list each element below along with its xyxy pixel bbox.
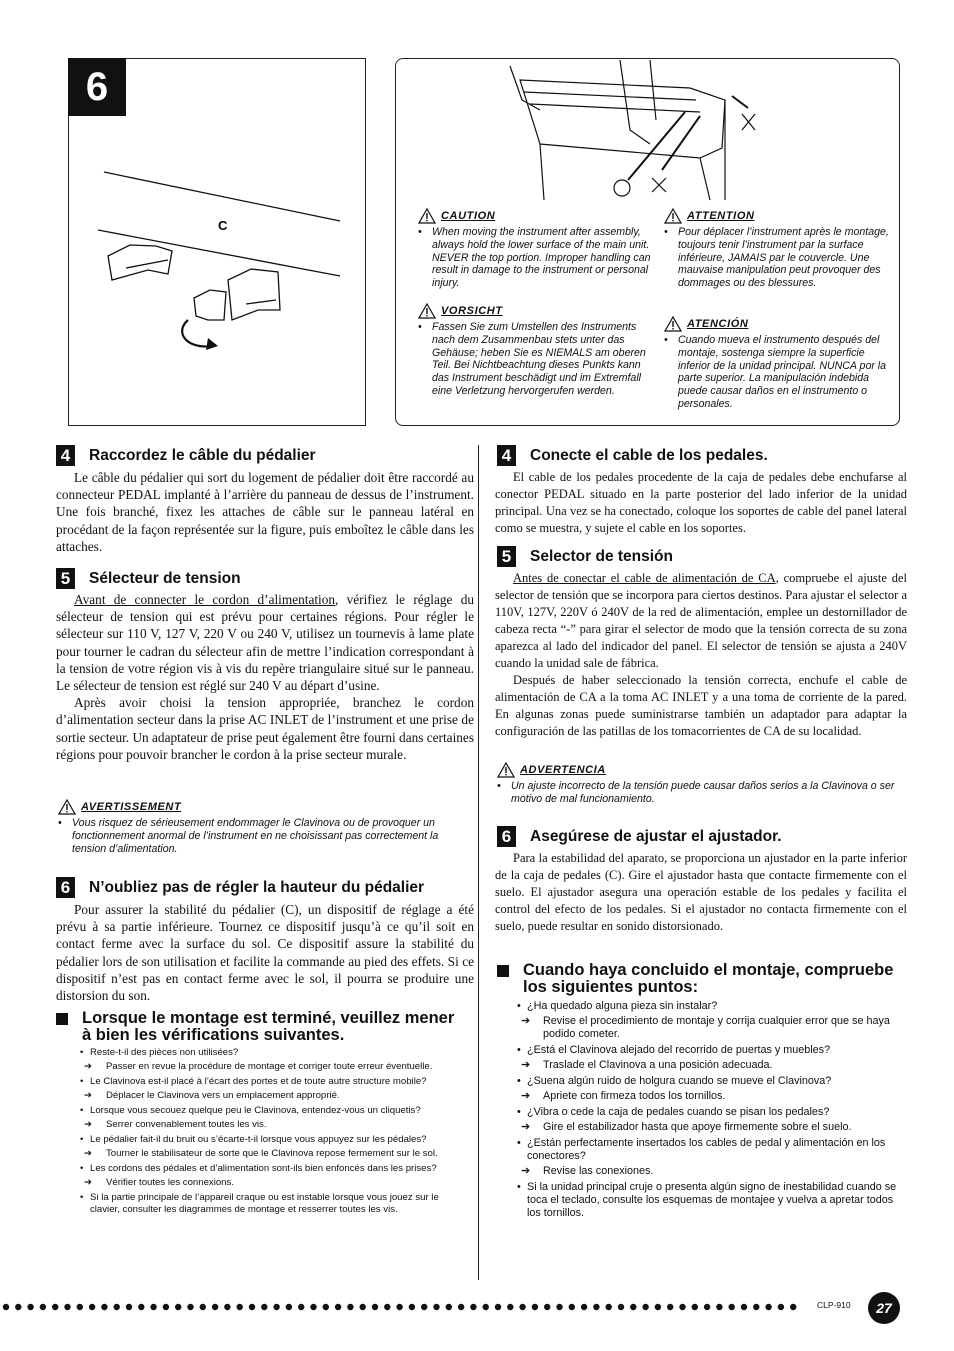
footer-dot — [778, 1304, 784, 1310]
footer-dot — [606, 1304, 612, 1310]
footer-dot — [212, 1304, 218, 1310]
arrow-right-icon: ➔ — [84, 1119, 93, 1130]
caution-de: VORSICHT • Fassen Sie zum Umstellen des Instruments nach dem Zusammenbau stets unter das Gehäuse; heben Sie es NIEMALS am oberen Teil. Bei Nichtbeachtung dieses Punkts kann das Instrument beschädigt und im Extremfall eine Verletzung hervorgerufen werden. — [418, 304, 646, 397]
warning-triangle-icon — [664, 316, 682, 332]
footer-dot — [249, 1304, 255, 1310]
warning-triangle-icon — [58, 799, 76, 815]
es-step-4-text: El cable de los pedales procedente de la caja de pedales debe enchufarse al conector PEDAL situado en la parte posterior del lado inferior de la unidad principal. Una vez se ha conectado, coloque los soportes de cable del panel lateral como se muestra, y sujete el cable en los soportes. — [495, 470, 907, 535]
fr-step-4-heading: 4 Raccordez le câble du pédalier — [56, 445, 316, 466]
step-number-badge: 6 — [497, 826, 516, 847]
arrow-right-icon: ➔ — [84, 1148, 93, 1159]
footer-dot — [581, 1304, 587, 1310]
column-divider — [478, 445, 479, 1280]
checklist-question: • Reste-t-il des pièces non utilisées? — [80, 1047, 239, 1058]
warning-triangle-icon — [418, 208, 436, 224]
warning-triangle-icon — [664, 208, 682, 224]
footer-dot — [618, 1304, 624, 1310]
fr-warning: AVERTISSEMENT • Vous risquez de sérieusement endommager le Clavinova ou de provoquer un fonctionnement anormal de l’instrument en ne choisissant pas correctement la tension d’alimentation. — [58, 800, 439, 855]
footer-dot — [409, 1304, 415, 1310]
checklist-answer: ➔ Passer en revue la procédure de montage et corriger toute erreur éventuelle. — [84, 1061, 433, 1072]
footer-dot — [163, 1304, 169, 1310]
arrow-right-icon: ➔ — [521, 1090, 531, 1102]
footer-dot — [372, 1304, 378, 1310]
footer-dot — [286, 1304, 292, 1310]
arrow-right-icon: ➔ — [521, 1059, 531, 1071]
footer-dot — [507, 1304, 513, 1310]
fr-checklist-heading: Lorsque le montage est terminé, veuillez mener à bien les vérifications suivantes. — [56, 1010, 466, 1044]
es-warning: ADVERTENCIA • Un ajuste incorrecto de la tensión puede causar daños serios a la Clavinova o ser motivo de mal funcionamiento. — [497, 763, 895, 805]
footer-dot — [126, 1304, 132, 1310]
arrow-right-icon: ➔ — [84, 1061, 93, 1072]
step-number-badge: 5 — [497, 546, 516, 567]
es-step-6-text: Para la estabilidad del aparato, se proporciona un ajustador en la parte inferior de la caja de pedales (C). Gire el ajustador hasta que contacte firmemente con el suelo. El ajustador asegura una operación estable de los pedales y facilita el control del efecto de los pedales. Si el ajustador no contacta firmemente con el suelo, puede resultar en sonido distorsionado. — [495, 851, 907, 933]
footer-dot — [52, 1304, 58, 1310]
checklist-answer: ➔ Revise el procedimiento de montaje y corrija cualquier error que se haya podido cometer. — [521, 1015, 890, 1040]
footer-dot — [3, 1304, 9, 1310]
checklist-question: • Lorsque vous secouez quelque peu le Clavinova, entendez-vous un cliquetis? — [80, 1105, 421, 1116]
checklist-question: • Le pédalier fait-il du bruit ou s’écarte-t-il lorsque vous appuyez sur les pédales? — [80, 1134, 427, 1145]
arrow-right-icon: ➔ — [84, 1090, 93, 1101]
arrow-right-icon: ➔ — [521, 1015, 531, 1027]
footer-dot — [421, 1304, 427, 1310]
footer-dot — [200, 1304, 206, 1310]
footer-dot — [753, 1304, 759, 1310]
es-checklist — [517, 1000, 902, 1223]
footer-dot — [89, 1304, 95, 1310]
checklist-question: • ¿Ha quedado alguna pieza sin instalar? — [517, 1000, 718, 1012]
fr-step-5-heading: 5 Sélecteur de tension — [56, 568, 241, 589]
footer-dot — [347, 1304, 353, 1310]
footer-dot — [77, 1304, 83, 1310]
footer-dot — [27, 1304, 33, 1310]
footer-dot — [667, 1304, 673, 1310]
pedal-adjuster-illustration — [68, 58, 366, 426]
footer-dot — [237, 1304, 243, 1310]
es-step-6-heading: 6 Asegúrese de ajustar el ajustador. — [497, 826, 782, 847]
es-step-5-heading: 5 Selector de tensión — [497, 546, 673, 567]
footer-dot — [544, 1304, 550, 1310]
fr-step-6-text: Pour assurer la stabilité du pédalier (C), un dispositif de réglage a été prévu à sa partie inférieure. Tournez ce dispositif jusqu’à ce qu’il soit en contact ferme avec la surface du sol. Ce dispositif assure la stabilité du pédalier lors de son utilisation et facilite la commande au pied des effets. Si ce dispositif n’est pas en contact ferme avec le sol, il pourra se produire une distorsion du son. — [56, 902, 474, 1004]
footer-dot — [716, 1304, 722, 1310]
es-checklist-heading: Cuando haya concluido el montaje, compruebe los siguientes puntos: — [497, 962, 905, 996]
es-step-4-heading: 4 Conecte el cable de los pedales. — [497, 445, 768, 466]
footer-dot — [433, 1304, 439, 1310]
footer-dot — [556, 1304, 562, 1310]
fr-step-4-text: Le câble du pédalier qui sort du logement de pédalier doit être raccordé au connecteur PEDAL implanté à l’arrière du panneau de dessus de l’instrument. Une fois branché, fixez les attaches de câble sur le panneau latéral en procédant de la façon représentée sur la figure, puis emboîtez le câble dans les attaches. — [56, 470, 474, 554]
arrow-right-icon: ➔ — [521, 1121, 531, 1133]
figure-step-number: 6 — [68, 58, 126, 116]
square-bullet-icon — [56, 1013, 68, 1025]
footer-dot — [532, 1304, 538, 1310]
model-number: CLP-910 — [817, 1300, 851, 1310]
footer-dot — [175, 1304, 181, 1310]
caution-es: ATENCIÓN • Cuando mueva el instrumento después del montaje, sostenga siempre la superficie inferior de la unidad principal. NUNCA por la parte superior. La manipulación indebida puede causar daños en el instrumento o personales. — [664, 317, 887, 410]
footer-dot — [569, 1304, 575, 1310]
pedal-label-c: C — [218, 218, 228, 233]
es-step-5-text: Antes de conectar el cable de alimentación de CA, compruebe el ajuste del selector de tensión que se incorpora para ciertos destinos. Para ajustar el selector a 110V, 127V, 220V ó 240V de la red de alimentación, emplee un destornillador de cabeza recta “-” para girar el selector de modo que la tensión correcta de su zona aparezca al lado del indicador del panel. El selector de tensión se ajusta a 240V cuando la unidad sale de fábrica. Después de haber seleccionado la tensión correcta, enchufe el cable de alimentación de CA a la toma AC INLET y a una toma de corriente de la pared. En algunas zonas puede suministrarse también un adaptador para adaptar la configuración de las patillas de los tomacorrientes de CA de su localidad. — [495, 571, 907, 738]
checklist-question: • Le Clavinova est-il placé à l’écart des portes et de toute autre structure mobile? — [80, 1076, 427, 1087]
warning-triangle-icon — [418, 303, 436, 319]
arrow-right-icon: ➔ — [84, 1177, 93, 1188]
footer-dot — [384, 1304, 390, 1310]
checklist-answer: ➔ Gire el estabilizador hasta que apoye firmemente sobre el suelo. — [521, 1121, 852, 1133]
moving-instrument-illustration — [500, 60, 790, 205]
checklist-answer: ➔ Déplacer le Clavinova vers un emplacement approprié. — [84, 1090, 340, 1101]
footer-dot — [679, 1304, 685, 1310]
footer-dot — [630, 1304, 636, 1310]
footer-dot — [729, 1304, 735, 1310]
step-number-badge: 4 — [56, 445, 75, 466]
footer-dot — [446, 1304, 452, 1310]
square-bullet-icon — [497, 965, 509, 977]
footer-dot — [655, 1304, 661, 1310]
checklist-question: • ¿Están perfectamente insertados los cables de pedal y alimentación en los conectores? — [517, 1137, 886, 1162]
checklist-answer: ➔ Serrer convenablement toutes les vis. — [84, 1119, 267, 1130]
step-number-badge: 5 — [56, 568, 75, 589]
step-number-badge: 6 — [56, 877, 75, 898]
checklist-question: • ¿Está el Clavinova alejado del recorrido de puertas y muebles? — [517, 1044, 831, 1056]
fr-step-5-text: Avant de connecter le cordon d’alimentation, vérifiez le réglage du sélecteur de tension qui est prévu pour certaines régions. Pour régler le sélecteur sur 110 V, 127 V, 220 V ou 240 V, utilisez un tournevis à lame plate pour tourner le cadran du sélecteur afin de mettre l’indication correspondant à la tension de votre région vis à vis du repère triangulaire situé sur le panneau. Le sélecteur de tension est réglé sur 240 V au départ d’usine. Après avoir choisi la tension appropriée, branchez le cordon d’alimentation secteur dans la prise AC INLET de l’instrument et une prise de sortie secteur. Un adaptateur de prise peut également être fourni dans certaines régions pour pouvoir brancher le cordon à la prise secteur murale. — [56, 592, 474, 762]
fr-step-6-heading: 6 N’oubliez pas de régler la hauteur du pédalier — [56, 877, 424, 898]
checklist-answer: ➔ Vérifier toutes les connexions. — [84, 1177, 234, 1188]
footer-dot — [765, 1304, 771, 1310]
footer-dot — [704, 1304, 710, 1310]
checklist-question: • Si la unidad principal cruje o presenta algún signo de inestabilidad cuando se toca el teclado, consulte los esquemas de montajee y vuelva a apretar todos los tornillos. — [517, 1181, 897, 1219]
footer-dot — [790, 1304, 796, 1310]
footer-dot — [495, 1304, 501, 1310]
footer-dot — [187, 1304, 193, 1310]
footer-dot-rule — [0, 1300, 810, 1314]
checklist-question: • ¿Vibra o cede la caja de pedales cuando se pisan los pedales? — [517, 1106, 830, 1118]
fr-checklist — [80, 1047, 470, 1219]
step-number-badge: 4 — [497, 445, 516, 466]
footer-dot — [40, 1304, 46, 1310]
checklist-question: • Les cordons des pédales et d’alimentation sont-ils bien enfoncés dans les prises? — [80, 1163, 437, 1174]
arrow-right-icon: ➔ — [521, 1165, 531, 1177]
footer-dot — [335, 1304, 341, 1310]
checklist-answer: ➔ Revise las conexiones. — [521, 1165, 654, 1177]
footer-dot — [273, 1304, 279, 1310]
footer-dot — [470, 1304, 476, 1310]
caution-en: CAUTION • When moving the instrument after assembly, always hold the lower surface of the main unit. NEVER the top portion. Improper handling can result in damage to the instrument or personal injury. — [418, 209, 651, 290]
caution-fr: ATTENTION • Pour déplacer l’instrument après le montage, toujours tenir l’instrument par la surface inférieure, JAMAIS par le couvercle. Une mauvaise manipulation peut provoquer des dommages ou des blessures. — [664, 209, 889, 290]
footer-dot — [224, 1304, 230, 1310]
footer-dot — [310, 1304, 316, 1310]
footer-dot — [64, 1304, 70, 1310]
checklist-answer: ➔ Traslade el Clavinova a una posición adecuada. — [521, 1059, 773, 1071]
footer-dot — [519, 1304, 525, 1310]
checklist-question: • ¿Suena algún ruido de holgura cuando se mueve el Clavinova? — [517, 1075, 832, 1087]
footer-dot — [692, 1304, 698, 1310]
footer-dot — [150, 1304, 156, 1310]
footer-dot — [114, 1304, 120, 1310]
footer-dot — [642, 1304, 648, 1310]
footer-dot — [15, 1304, 21, 1310]
page-number: 27 — [868, 1292, 900, 1324]
checklist-answer: ➔ Tourner le stabilisateur de sorte que le Clavinova repose fermement sur le sol. — [84, 1148, 438, 1159]
footer-dot — [396, 1304, 402, 1310]
footer-dot — [261, 1304, 267, 1310]
footer-dot — [483, 1304, 489, 1310]
warning-triangle-icon — [497, 762, 515, 778]
footer-dot — [298, 1304, 304, 1310]
footer-dot — [138, 1304, 144, 1310]
footer-dot — [323, 1304, 329, 1310]
footer-dot — [593, 1304, 599, 1310]
footer-dot — [101, 1304, 107, 1310]
footer-dot — [360, 1304, 366, 1310]
footer-dot — [741, 1304, 747, 1310]
footer-dot — [458, 1304, 464, 1310]
checklist-answer: ➔ Apriete con firmeza todos los tornillos. — [521, 1090, 726, 1102]
checklist-question: • Si la partie principale de l’appareil craque ou est instable lorsque vous jouez sur le clavier, consulter les diagrammes de montage et resserrer toutes les vis. — [80, 1192, 439, 1215]
